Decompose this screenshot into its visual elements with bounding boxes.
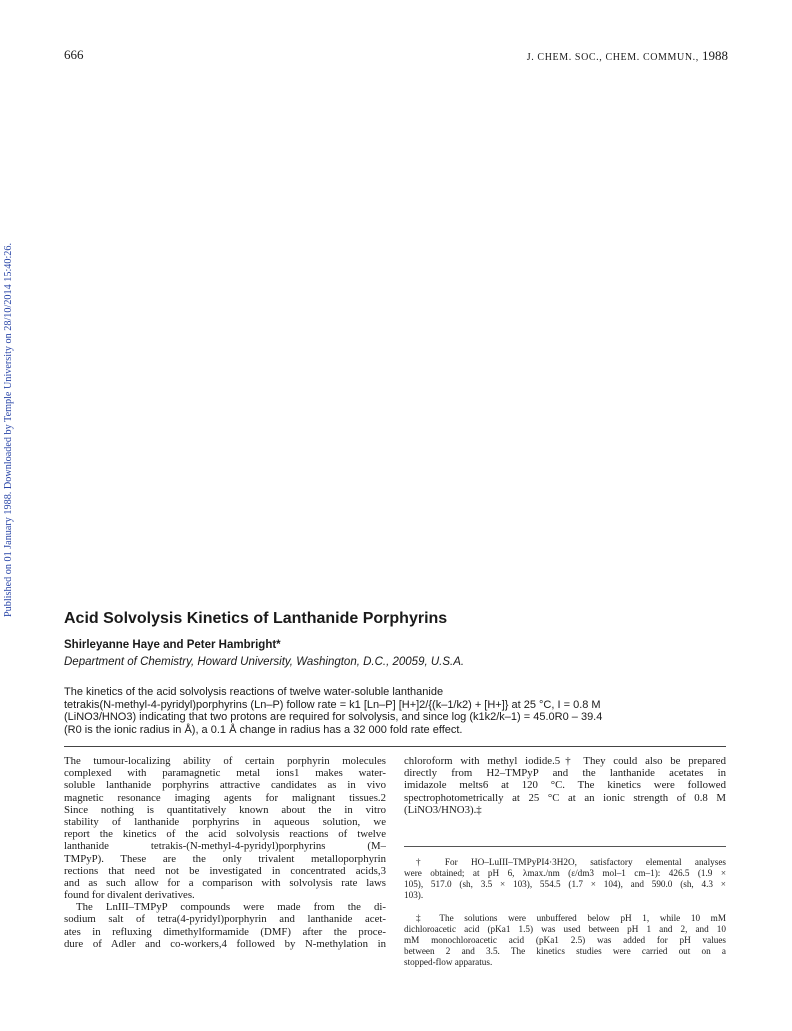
- footnote-line: mM monochloroacetic acid (pKa1 2.5) was added for pH values: [404, 935, 726, 945]
- body-line: rections that need not be investigated in concentrated acids,3: [64, 864, 386, 877]
- body-line: The LnIII–TMPyP compounds were made from the di-: [76, 901, 386, 914]
- footnote-line: 103).: [404, 890, 424, 900]
- journal-year: 1988: [702, 48, 728, 63]
- body-line: magnetic resonance imaging agents for malignant tissues.2: [64, 791, 386, 804]
- article-title: Acid Solvolysis Kinetics of Lanthanide Porphyrins: [64, 610, 448, 627]
- abstract: [64, 686, 726, 736]
- journal-name: J. CHEM. SOC., CHEM. COMMUN.,: [526, 52, 699, 63]
- body-line: found for divalent derivatives.: [64, 889, 195, 902]
- abstract-line: (R0 is the ionic radius in Å), a 0.1 Å change in radius has a 32 000 fold rate effect.: [64, 723, 463, 736]
- footnote-line: dichloroacetic acid (pKa1 1.5) was used between pH 1 and 2, and 10: [404, 924, 726, 934]
- body-line: complexed with paramagnetic metal ions1 makes water-: [64, 767, 386, 780]
- footnote-line: were obtained; at pH 6, λmax./nm (ε/dm3 mol–1 cm–1): 426.5 (1.9 ×: [404, 868, 726, 878]
- abstract-divider: [64, 746, 726, 747]
- body-line: ates in refluxing dimethylformamide (DMF) after the proce-: [64, 925, 386, 938]
- body-line: spectrophotometrically at 25 °C at an ionic strength of 0.8 M: [404, 791, 726, 804]
- footnote-line: between 2 and 3.5. The kinetics studies were carried out on a: [404, 946, 726, 956]
- abstract-line: tetrakis(N-methyl-4-pyridyl)porphyrins (Ln–P) follow rate = k1 [Ln–P] [H+]2/{(k–1/k2) + [H+]} at 25 °C, I = 0.8 M: [64, 698, 601, 711]
- footnote-divider: [404, 846, 726, 847]
- body-column-left: [64, 755, 386, 950]
- body-line: Since nothing is quantitatively known about the in vitro: [64, 803, 386, 816]
- article-affiliation: Department of Chemistry, Howard University, Washington, D.C., 20059, U.S.A.: [64, 656, 465, 668]
- body-line: The tumour-localizing ability of certain porphyrin molecules: [64, 755, 386, 767]
- footnote-line: 105), 517.0 (sh, 3.5 × 103), 554.5 (1.7 × 104), and 590.0 (sh, 4.3 ×: [404, 879, 726, 889]
- abstract-line: (LiNO3/HNO3) indicating that two protons are required for solvolysis, and since log (k1k2/k–1) = 45.0R0 – 39.4: [64, 711, 603, 723]
- body-line: TMPyP). These are the only trivalent metalloporphyrin: [64, 852, 386, 865]
- body-line: sodium salt of tetra(4-pyridyl)porphyrin and lanthanide acet-: [64, 913, 386, 926]
- body-line: imidazole melts6 at 120 °C. The kinetics were followed: [404, 779, 726, 792]
- footnote-dagger: [404, 857, 726, 901]
- body-line: soluble lanthanide porphyrins attractive candidates as in vivo: [64, 779, 386, 792]
- body-line: (LiNO3/HNO3).‡: [404, 803, 482, 816]
- footnote-line: † For HO–LuIII–TMPyPI4·3H2O, satisfactory elemental analyses: [416, 857, 726, 867]
- article-authors: Shirleyanne Haye and Peter Hambright*: [64, 639, 281, 651]
- body-line: and as such allow for a comparison with solvolysis rate laws: [64, 876, 386, 889]
- body-line: stability of lanthanide porphyrins in aqueous solution, we: [64, 815, 386, 828]
- download-watermark-text[interactable]: Published on 01 January 1988. Downloaded by Temple University on 28/10/2014 15:40:26.: [3, 242, 14, 617]
- page-number: 666: [64, 47, 84, 62]
- footnote-line: stopped-flow apparatus.: [404, 957, 493, 967]
- journal-header: [527, 48, 728, 64]
- body-column-right: [404, 755, 726, 816]
- body-line: report the kinetics of the acid solvolysis reactions of twelve: [64, 828, 386, 841]
- body-line: dure of Adler and co-workers,4 followed by N-methylation in: [64, 937, 386, 950]
- body-line: lanthanide tetrakis-(N-methyl-4-pyridyl)porphyrins (M–: [64, 840, 386, 853]
- footnote-double-dagger: [404, 913, 726, 968]
- abstract-line: The kinetics of the acid solvolysis reactions of twelve water-soluble lanthanide: [64, 686, 444, 698]
- footnote-line: ‡ The solutions were unbuffered below pH 1, while 10 mM: [416, 913, 726, 923]
- body-line: directly from H2–TMPyP and the lanthanide acetates in: [404, 767, 726, 780]
- body-line: chloroform with methyl iodide.5† They could also be prepared: [404, 755, 726, 767]
